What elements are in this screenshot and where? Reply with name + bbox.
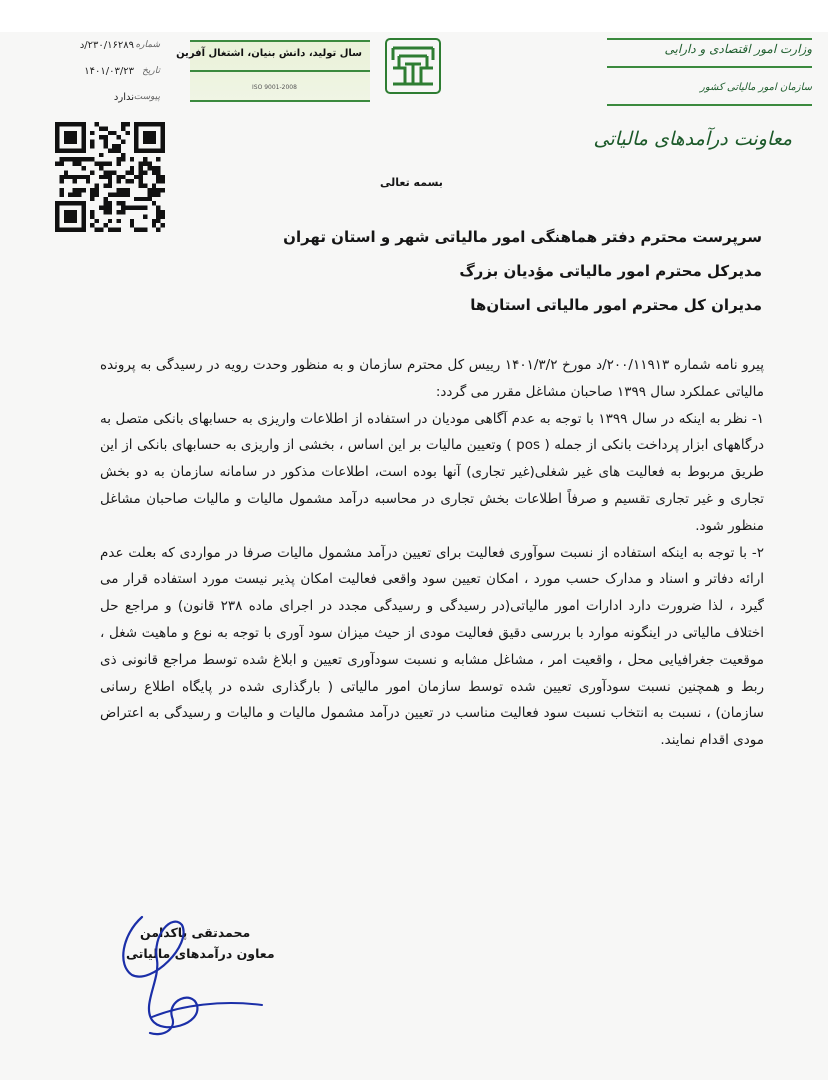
qr-code-icon (55, 122, 165, 232)
recipient-line: مدیرکل محترم امور مالیاتی مؤدیان بزرگ (459, 262, 762, 280)
header-rule (607, 38, 812, 40)
meta-attachment-row (40, 92, 160, 106)
attachment-label: پیوست (133, 92, 160, 102)
recipient-line: سرپرست محترم دفتر هماهنگی امور مالیاتی شهر و استان تهران (283, 228, 762, 246)
ministry-name: وزارت امور اقتصادی و دارایی (664, 42, 812, 56)
signatory-name: محمدتقی پاکدامن (140, 925, 251, 940)
header-rule (190, 70, 370, 72)
signatory-title: معاون درآمدهای مالیاتی (126, 946, 275, 961)
letter-body (100, 352, 764, 754)
letter-number: ۲۳۰/۱۶۲۸۹/د (79, 40, 134, 51)
header-rule (607, 66, 812, 68)
deputy-office-title: معاونت درآمدهای مالیاتی (593, 128, 792, 150)
iso-certification: ISO 9001-2008 (252, 84, 297, 91)
recipient-line: مدیران کل محترم امور مالیاتی استان‌ها (470, 296, 762, 314)
letter-date: ۱۴۰۱/۰۳/۲۳ (84, 66, 134, 77)
top-margin (0, 0, 828, 32)
organization-name: سازمان امور مالیاتی کشور (700, 82, 812, 93)
attachment-value: ندارد (113, 92, 134, 103)
tax-organization-emblem-icon (385, 38, 441, 94)
year-slogan: سال تولید، دانش بنیان، اشتغال آفرین (176, 48, 362, 59)
date-label: تاریخ (142, 66, 160, 76)
number-label: شماره (135, 40, 160, 50)
header-rule (607, 104, 812, 106)
basmala: بسمه تعالی (380, 176, 443, 189)
header-rule (190, 100, 370, 102)
body-intro: پیرو نامه شماره ۲۰۰/۱۱۹۱۳/د مورخ ۱۴۰۱/۳/۲ رییس کل محترم سازمان و به منظور وحدت رویه در رسیدگی به پرونده مالیاتی عملکرد سال ۱۳۹۹ صاحبان مشاغل مقرر می گردد: (100, 357, 764, 400)
body-item-2: ۲- با توجه به اینکه استفاده از نسبت سوآوری فعالیت برای تعیین درآمد مشمول مالیات صرفا در مواردی که بعلت عدم ارائه دفاتر و اسناد و مدارک حسب مورد ، امکان تعیین سود واقعی فعالیت امکان پذیر نیست مورد استفاده قرار می گیرد ، لذا ضرورت دارد ادارات امور مالیاتی(در رسیدگی و رسیدگی مجدد در اجرای ماده ۲۳۸ قانون) و مراجع حل اختلاف مالیاتی در اینگونه موارد با بررسی دقیق فعالیت مودی از حیث میزان سود آوری با توجه به نوع و ماهیت شغل ، موقعیت جغرافیایی محل ، واقعیت امر ، مشاغل مشابه و نسبت سودآوری تعیین و ابلاغ شده توسط مراجع قانونی ذی ربط و همچنین نسبت سودآوری تعیین شده توسط سازمان امور مالیاتی ( بارگذاری شده در پایگاه اطلاع رسانی سازمان) ، نسبت به انتخاب نسبت سود فعالیت مناسب در تعیین درآمد مشمول مالیات و مالیات و رسیدگی به اعتراض مودی اقدام نمایند. (100, 544, 764, 749)
ministry-header (607, 38, 812, 110)
body-item-1: ۱- نظر به اینکه در سال ۱۳۹۹ با توجه به عدم آگاهی مودیان در استفاده از اطلاعات واریزی به حسابهای بانکی متصل به درگاههای ابزار پرداخت بانکی از جمله ( pos ) وتعیین مالیات بر این اساس ، بخشی از واریزی به حسابهای بانکی از این طریق مربوط به فعالیت های غیر شغلی(غیر تجاری) آنها بوده است، اطلاعات مذکور در سامانه سازمان به دو بخش تجاری و غیر تجاری تقسیم و صرفاً اطلاعات بخش تجاری در محاسبه درآمد مشمول مالیات و مالیات صاحبان مشاغل منظور شود. (100, 410, 764, 534)
meta-number-row (40, 40, 160, 54)
handwritten-signature (112, 905, 302, 1045)
meta-date-row (40, 66, 160, 80)
header-rule (190, 40, 370, 42)
slogan-box (176, 40, 370, 102)
